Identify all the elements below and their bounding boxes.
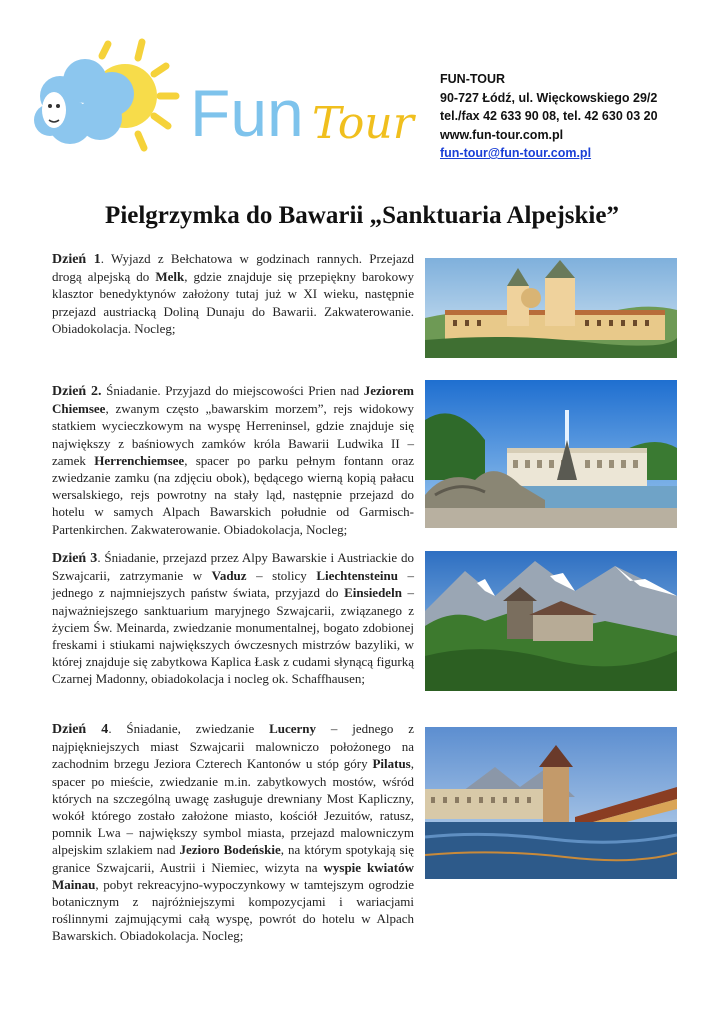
company-address: 90-727 Łódź, ul. Więckowskiego 29/2 xyxy=(440,90,658,105)
melk-abbey-photo xyxy=(425,258,677,358)
company-phones: tel./fax 42 633 90 08, tel. 42 630 03 20 xyxy=(440,109,658,123)
herrenchiemsee-palace-photo xyxy=(425,380,677,528)
vaduz-castle-photo xyxy=(425,551,677,691)
fun-tour-logo xyxy=(30,36,420,156)
day-4-label: Dzień 4 xyxy=(52,722,109,737)
day-2-paragraph: Dzień 2. Śniadanie. Przyjazd do miejscowości Prien nad Jeziorem Chiemsee, zwanym często „bawarskim morzem”, rejs widokowy statkiem wycieczkowym na wyspę Herreninsel, gdzie znajduje się największy z baśniowych zamków króla Bawarii Ludwika II – zamek Herrenchiemsee, spacer po parku pełnym fontann oraz zwiedzanie zamku (na zdjęciu obok), będącego wierną kopią pałacu wersalskiego, rejs powrotny na stały ląd, następnie przejazd do hotelu w samych Alpach Bawarskich południe od Garmisch-Partenkirchen. Zakwaterowanie. Obiadokolacja, Nocleg; xyxy=(52,383,414,537)
logo-tour-text: Tour xyxy=(312,98,414,149)
lucerne-chapel-bridge-photo xyxy=(425,727,677,879)
logo-fun-text: Fun xyxy=(190,76,304,150)
day-1-label: Dzień 1 xyxy=(52,252,101,267)
day-4-paragraph-part-1: Dzień 4. Śniadanie, zwiedzanie Lucerny – jednego z najpiękniejszych miast Szwajcarii malowniczo położonego na zachodnim brzegu Jeziora Czterech Kantonów u stóp góry Pilatus, spacer po mieście, zwiedzanie m.in. zabytkowych mostów, wśród których na szczególną uwagę zasługuje drewniany Most Kapliczny, wokół którego zostało założone miasto, kościół Jezuitów, ratusz, pomnik Lwa – największy symbol miasta, przejazd malowniczym alpejskim szlakiem nad Jezioro Bodeńskie, na którym spotykają się granice Szwajcarii, Austrii i Niemiec, wizyta na wyspie kwiatów Mainau, pobyt rekreacyjno-wypoczynkowy w tamtejszym ogrodzie botanicznym z najróżniejszymi kompozycjami i wariacjami roślinnymi zajmującymi całą wyspę, powrót do hotelu w Alpach Bawarskich. Obiadokolacja. Nocleg; xyxy=(52,721,414,944)
day-2-label: Dzień 2. xyxy=(52,384,102,399)
company-website[interactable]: www.fun-tour.com.pl xyxy=(440,127,564,142)
page-title: Pielgrzymka do Bawarii „Sanktuaria Alpejskie” xyxy=(105,202,619,229)
day-3-paragraph: Dzień 3. Śniadanie, przejazd przez Alpy Bawarskie i Austriackie do Szwajcarii, zatrzymanie w Vaduz – stolicy Liechtensteinu – jednego z najmniejszych państw świata, przyjazd do Einsiedeln – najważniejszego sanktuarium maryjnego Szwajcarii, związanego z życiem Św. Meinarda, zwiedzanie monumentalnej, bogato zdobionej freskami i stiukami największych ówczesnych mistrzów bazyliki, w której znajduje się zabytkowa Kaplica Łask z cudami słynącą figurką Czarnej Madonny, obiadokolacja i nocleg ok. Schaffhausen; xyxy=(52,550,415,687)
day-3-label: Dzień 3 xyxy=(52,551,98,566)
day-1-paragraph: Dzień 1. Wyjazd z Bełchatowa w godzinach rannych. Przejazd drogą alpejską do Melk, gdzie znajduje się przepiękny barokowy klasztor benedyktynów założony tutaj już w XI wieku, następnie przejazd austriacką Doliną Dunaju do Bawarii. Zakwaterowanie. Obiadokolacja. Nocleg; xyxy=(52,251,414,336)
sheep-sun-logo-icon xyxy=(30,36,420,156)
contact-block xyxy=(440,70,658,163)
company-email-link[interactable]: fun-tour@fun-tour.com.pl xyxy=(440,146,592,160)
company-name: FUN-TOUR xyxy=(440,72,506,86)
